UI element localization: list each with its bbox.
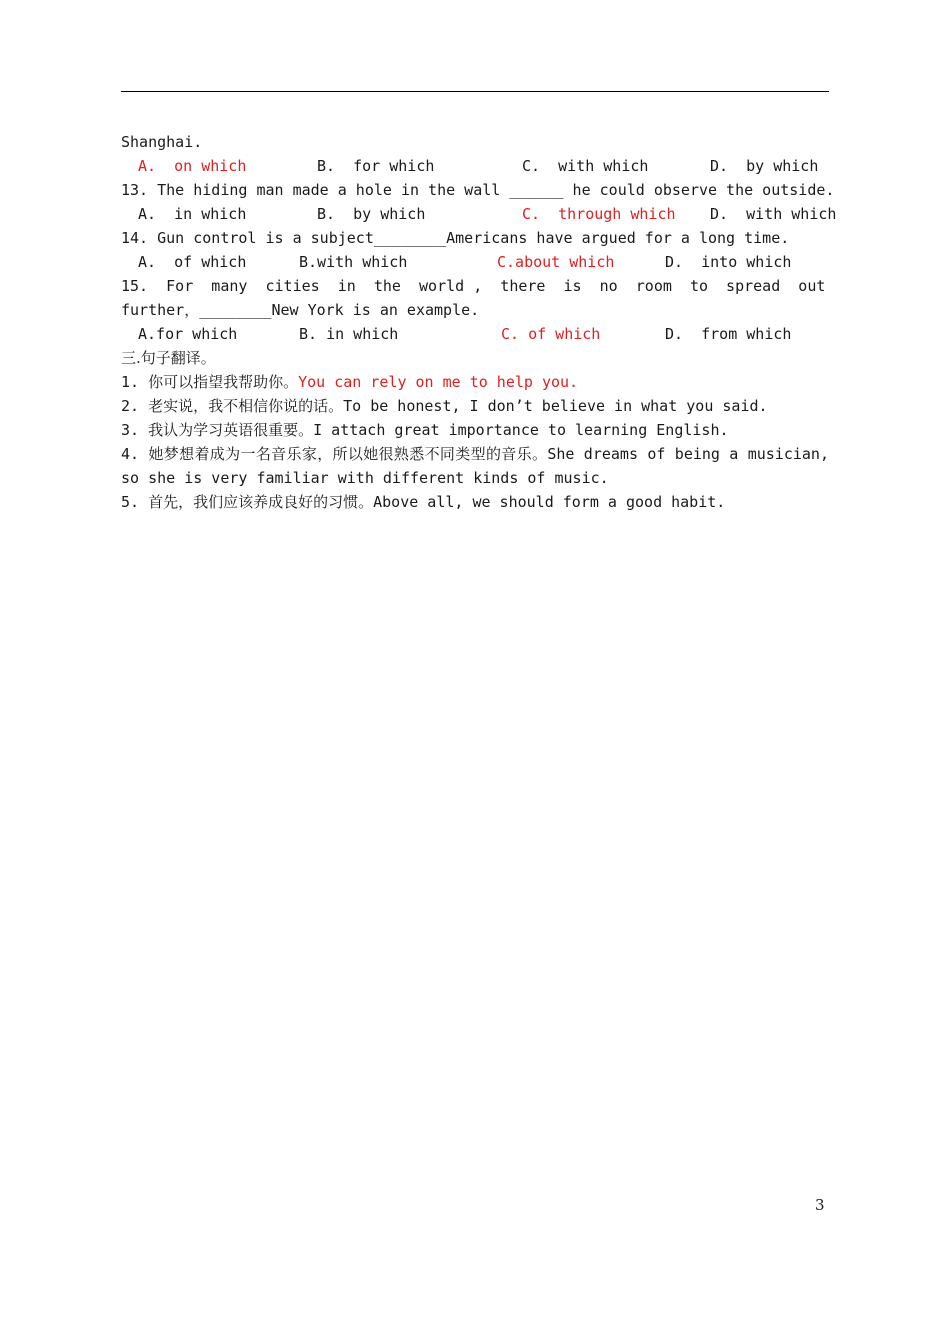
translation-chinese: 首先，我们应该养成良好的习惯。 xyxy=(148,493,374,511)
q13-option-c: C. through which xyxy=(522,205,676,223)
translation-english: I attach great importance to learning English. xyxy=(313,421,729,439)
q12-options xyxy=(121,154,829,178)
translation-english: To be honest, I don’t believe in what you said. xyxy=(343,397,768,415)
translation-chinese: 你可以指望我帮助你。 xyxy=(148,373,299,391)
q13-option-d: D. with which xyxy=(710,205,837,223)
q15-option-c: C. of which xyxy=(501,325,601,343)
q12-option-a: A. on which xyxy=(138,157,247,175)
q15-option-a: A.for which xyxy=(138,325,238,343)
q14-option-c: C.about which xyxy=(497,253,615,271)
q13-option-a: A. in which xyxy=(138,205,247,223)
q14-stem: 14. Gun control is a subject________Americans have argued for a long time. xyxy=(121,229,790,247)
translation-item xyxy=(121,490,829,514)
translation-number: 3. xyxy=(121,421,149,439)
page-number: 3 xyxy=(815,1196,825,1214)
translation-number: 1. xyxy=(121,373,149,391)
document-body xyxy=(121,130,837,514)
q15-stem-line1: 15. For many cities in the world , there is no room to spread out xyxy=(121,277,826,295)
translation-english: You can rely on me to help you. xyxy=(298,373,579,391)
q12-option-c: C. with which xyxy=(522,157,649,175)
q14-option-d: D. into which xyxy=(665,253,792,271)
q14-option-b: B.with which xyxy=(299,253,408,271)
translation-english: She dreams of being a musician, so she is very familiar with different kinds of music. xyxy=(121,445,829,487)
translation-chinese: 老实说，我不相信你说的话。 xyxy=(148,397,344,415)
section-title: 三.句子翻译。 xyxy=(121,349,216,367)
translation-item xyxy=(121,370,829,394)
q15-options xyxy=(121,322,829,346)
q13-stem: 13. The hiding man made a hole in the wall ______ he could observe the outside. xyxy=(121,181,835,199)
header-rule xyxy=(121,91,829,92)
q12-option-d: D. by which xyxy=(710,157,819,175)
translation-english: Above all, we should form a good habit. xyxy=(373,493,726,511)
q15-stem-line2: further，________New York is an example. xyxy=(121,301,480,319)
q15-option-d: D. from which xyxy=(665,325,792,343)
translation-chinese: 她梦想着成为一名音乐家，所以她很熟悉不同类型的音乐。 xyxy=(148,445,548,463)
translation-chinese: 我认为学习英语很重要。 xyxy=(148,421,314,439)
q14-option-a: A. of which xyxy=(138,253,247,271)
question-continuation: Shanghai. xyxy=(121,133,203,151)
translation-number: 2. xyxy=(121,397,149,415)
translation-number: 5. xyxy=(121,493,149,511)
translation-item xyxy=(121,442,829,490)
q12-option-b: B. for which xyxy=(317,157,435,175)
q13-options xyxy=(121,202,837,226)
translation-number: 4. xyxy=(121,445,149,463)
translation-item xyxy=(121,394,829,418)
translation-item xyxy=(121,418,829,442)
q15-option-b: B. in which xyxy=(299,325,399,343)
q14-options xyxy=(121,250,829,274)
q13-option-b: B. by which xyxy=(317,205,426,223)
